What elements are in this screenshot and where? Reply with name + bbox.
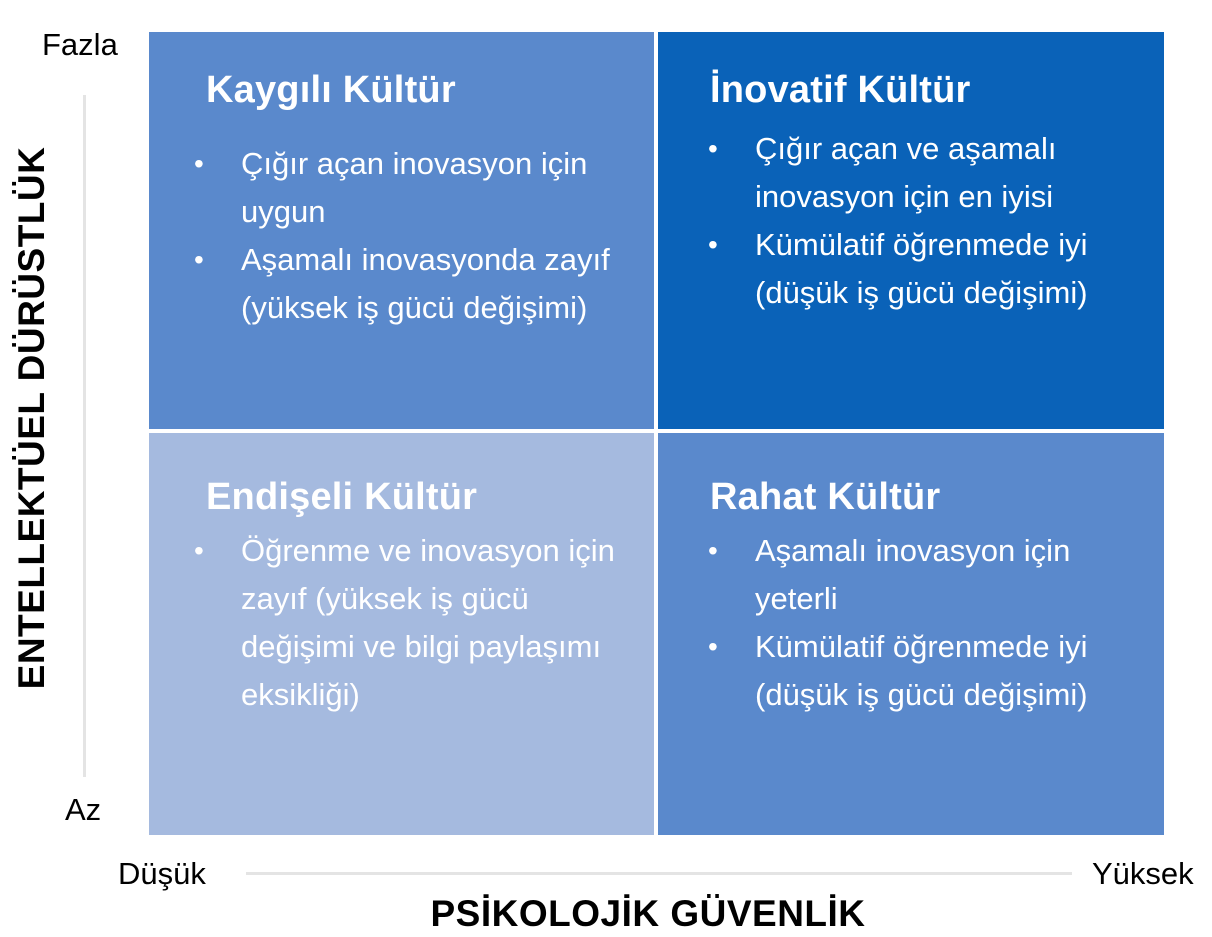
quadrant-title: Endişeli Kültür: [206, 476, 478, 518]
bullet-item: • Çığır açan inovasyon için uygun: [194, 140, 644, 236]
bullet-item: • Aşamalı inovasyonda zayıf (yüksek iş gücü değişimi): [194, 236, 644, 332]
quadrant-comfortable-culture: [658, 433, 1164, 835]
bullet-list: [194, 140, 644, 332]
bullet-item: • Kümülatif öğrenmede iyi (düşük iş gücü değişimi): [708, 623, 1158, 719]
bullet-list: [708, 125, 1158, 317]
y-axis-title: ENTELLEKTÜEL DÜRÜSTLÜK: [11, 146, 52, 690]
quadrant-anxious-culture: [149, 32, 654, 429]
x-axis-line: [246, 872, 1072, 875]
quadrant-title: İnovatif Kültür: [710, 69, 971, 111]
quadrant-title: Rahat Kültür: [710, 476, 941, 518]
quadrant-title: Kaygılı Kültür: [206, 69, 456, 111]
x-axis-low-label: Düşük: [118, 856, 206, 891]
bullet-item: • Kümülatif öğrenmede iyi (düşük iş gücü değişimi): [708, 221, 1158, 317]
x-axis-high-label: Yüksek: [1092, 856, 1194, 891]
bullet-list: [194, 527, 644, 719]
y-axis-high-label: Fazla: [42, 27, 118, 62]
bullet-item: • Çığır açan ve aşamalı inovasyon için en iyisi: [708, 125, 1158, 221]
bullet-list: [708, 527, 1158, 719]
y-axis-low-label: Az: [65, 792, 102, 827]
bullet-item: • Aşamalı inovasyon için yeterli: [708, 527, 1158, 623]
quadrant-worried-culture: [149, 433, 654, 835]
y-axis-line: [83, 95, 86, 777]
quadrant-innovative-culture: [658, 32, 1164, 429]
bullet-item: • Öğrenme ve inovasyon için zayıf (yüksek iş gücü değişimi ve bilgi paylaşımı eksikliği): [194, 527, 644, 719]
x-axis-title: PSİKOLOJİK GÜVENLİK: [430, 893, 866, 934]
